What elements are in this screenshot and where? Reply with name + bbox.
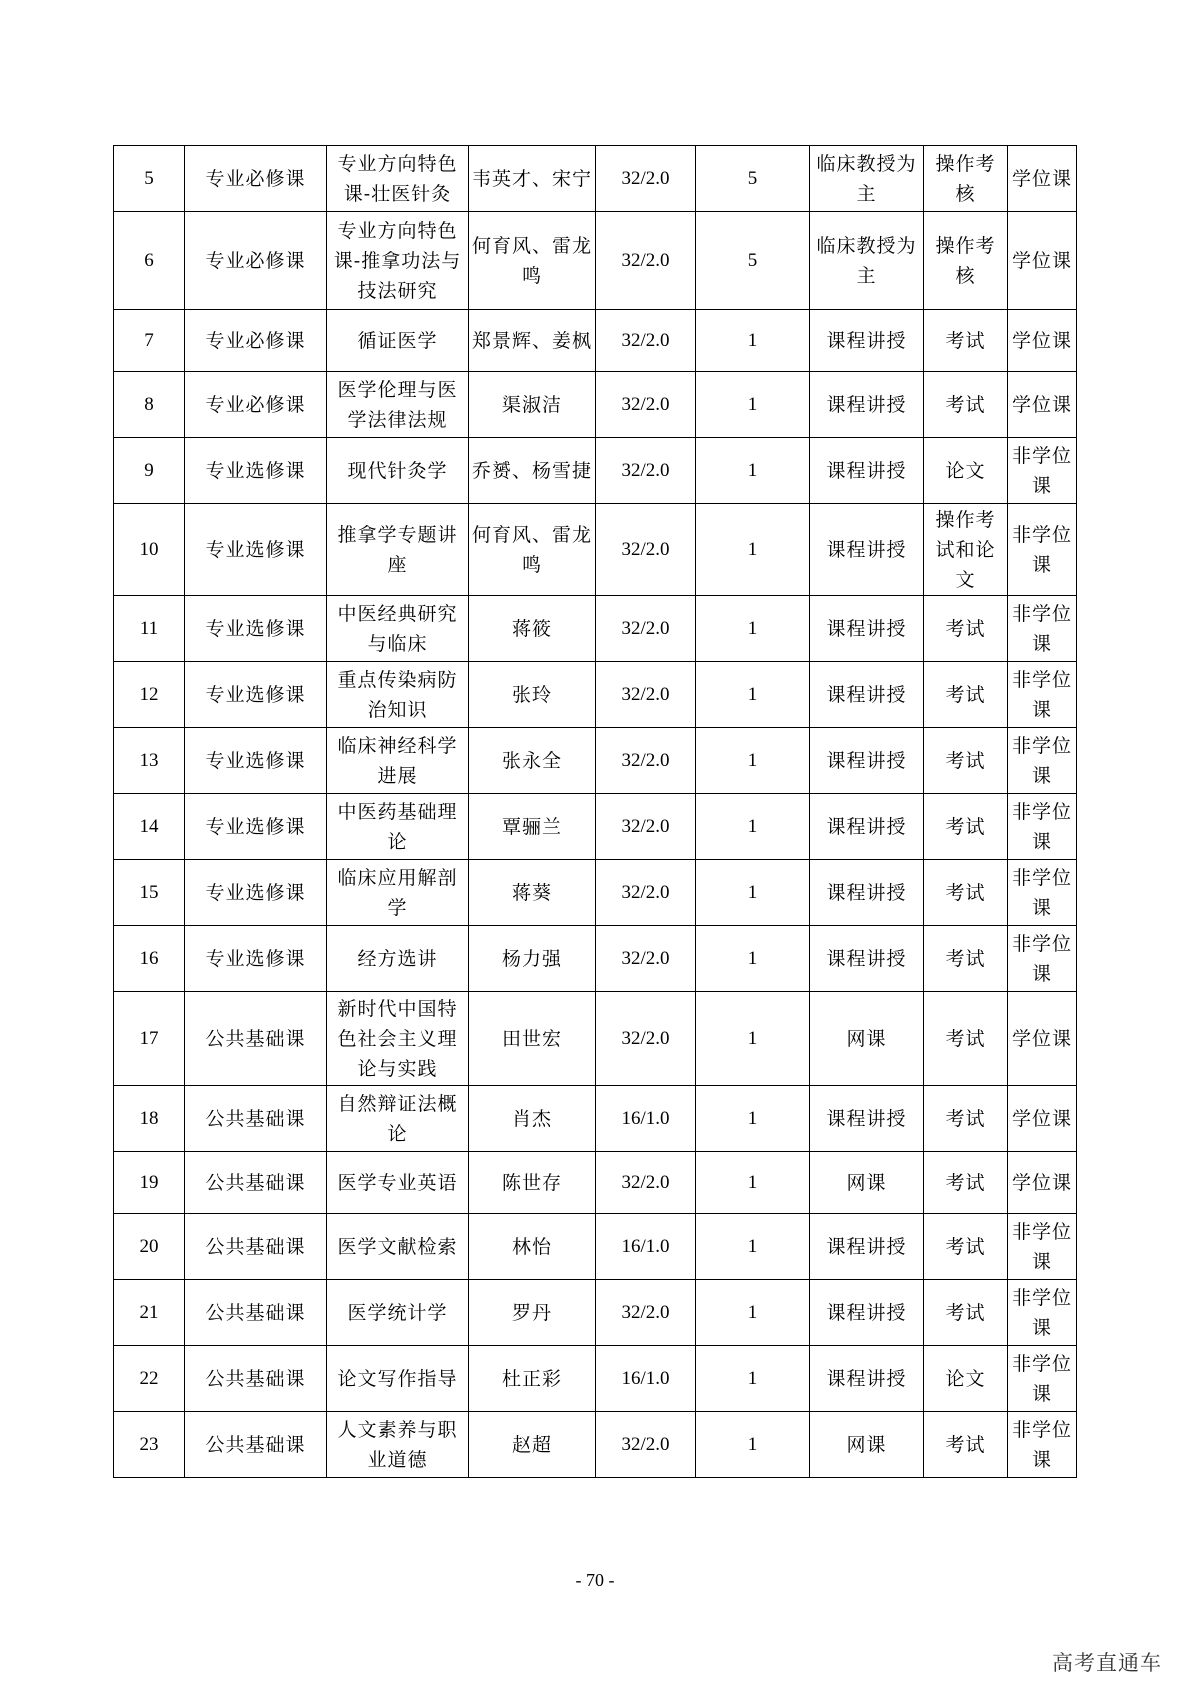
cell-course-type: 学位课 xyxy=(1008,372,1077,438)
cell-semester: 1 xyxy=(696,596,810,662)
table-row xyxy=(114,662,1077,728)
cell-course-name: 中医经典研究与临床 xyxy=(327,596,469,662)
cell-semester: 1 xyxy=(696,1346,810,1412)
cell-number: 22 xyxy=(114,1346,185,1412)
cell-teachers: 覃骊兰 xyxy=(469,794,596,860)
cell-category: 专业选修课 xyxy=(185,504,327,596)
table-row xyxy=(114,1214,1077,1280)
cell-teachers: 赵超 xyxy=(469,1412,596,1478)
cell-course-type: 非学位课 xyxy=(1008,1346,1077,1412)
table-row xyxy=(114,212,1077,310)
cell-assessment: 考试 xyxy=(924,1214,1008,1280)
table-row xyxy=(114,1086,1077,1152)
cell-assessment: 操作考试和论文 xyxy=(924,504,1008,596)
cell-teachers: 杨力强 xyxy=(469,926,596,992)
cell-hours-credits: 32/2.0 xyxy=(596,1412,696,1478)
table-row xyxy=(114,728,1077,794)
cell-assessment: 考试 xyxy=(924,1152,1008,1214)
table-row xyxy=(114,310,1077,372)
cell-teachers: 何育风、雷龙鸣 xyxy=(469,212,596,310)
cell-semester: 1 xyxy=(696,860,810,926)
cell-course-type: 学位课 xyxy=(1008,310,1077,372)
cell-category: 专业选修课 xyxy=(185,438,327,504)
table-row xyxy=(114,372,1077,438)
cell-course-name: 现代针灸学 xyxy=(327,438,469,504)
cell-hours-credits: 32/2.0 xyxy=(596,992,696,1086)
cell-teachers: 张永全 xyxy=(469,728,596,794)
cell-teaching-method: 课程讲授 xyxy=(810,1214,924,1280)
cell-course-name: 临床神经科学进展 xyxy=(327,728,469,794)
cell-semester: 5 xyxy=(696,212,810,310)
cell-assessment: 考试 xyxy=(924,1412,1008,1478)
watermark: 高考直通车 xyxy=(1052,1651,1162,1675)
cell-number: 18 xyxy=(114,1086,185,1152)
cell-hours-credits: 32/2.0 xyxy=(596,596,696,662)
cell-hours-credits: 16/1.0 xyxy=(596,1086,696,1152)
cell-category: 专业选修课 xyxy=(185,926,327,992)
cell-hours-credits: 32/2.0 xyxy=(596,1152,696,1214)
cell-course-type: 非学位课 xyxy=(1008,728,1077,794)
table-row xyxy=(114,992,1077,1086)
cell-course-name: 医学专业英语 xyxy=(327,1152,469,1214)
cell-course-type: 非学位课 xyxy=(1008,1280,1077,1346)
cell-course-type: 非学位课 xyxy=(1008,1412,1077,1478)
cell-assessment: 论文 xyxy=(924,1346,1008,1412)
cell-teachers: 杜正彩 xyxy=(469,1346,596,1412)
cell-category: 公共基础课 xyxy=(185,1412,327,1478)
cell-course-name: 医学伦理与医学法律法规 xyxy=(327,372,469,438)
cell-semester: 1 xyxy=(696,438,810,504)
cell-semester: 1 xyxy=(696,504,810,596)
cell-number: 21 xyxy=(114,1280,185,1346)
cell-course-type: 非学位课 xyxy=(1008,504,1077,596)
cell-assessment: 论文 xyxy=(924,438,1008,504)
cell-number: 7 xyxy=(114,310,185,372)
cell-assessment: 考试 xyxy=(924,728,1008,794)
cell-semester: 1 xyxy=(696,372,810,438)
cell-teaching-method: 课程讲授 xyxy=(810,504,924,596)
cell-number: 16 xyxy=(114,926,185,992)
cell-assessment: 考试 xyxy=(924,992,1008,1086)
cell-course-name: 循证医学 xyxy=(327,310,469,372)
cell-teaching-method: 课程讲授 xyxy=(810,310,924,372)
cell-teaching-method: 课程讲授 xyxy=(810,1346,924,1412)
cell-category: 专业必修课 xyxy=(185,146,327,212)
table-row xyxy=(114,438,1077,504)
cell-teachers: 蒋筱 xyxy=(469,596,596,662)
cell-teachers: 林怡 xyxy=(469,1214,596,1280)
cell-course-type: 学位课 xyxy=(1008,992,1077,1086)
cell-category: 专业必修课 xyxy=(185,310,327,372)
cell-teachers: 田世宏 xyxy=(469,992,596,1086)
cell-hours-credits: 32/2.0 xyxy=(596,310,696,372)
cell-category: 公共基础课 xyxy=(185,1214,327,1280)
cell-teaching-method: 网课 xyxy=(810,1152,924,1214)
table-row xyxy=(114,1152,1077,1214)
cell-semester: 1 xyxy=(696,926,810,992)
cell-category: 专业选修课 xyxy=(185,860,327,926)
cell-course-name: 新时代中国特色社会主义理论与实践 xyxy=(327,992,469,1086)
cell-hours-credits: 32/2.0 xyxy=(596,146,696,212)
cell-number: 19 xyxy=(114,1152,185,1214)
cell-teachers: 渠淑洁 xyxy=(469,372,596,438)
cell-assessment: 考试 xyxy=(924,860,1008,926)
cell-course-name: 临床应用解剖学 xyxy=(327,860,469,926)
cell-assessment: 考试 xyxy=(924,372,1008,438)
cell-course-name: 人文素养与职业道德 xyxy=(327,1412,469,1478)
cell-number: 5 xyxy=(114,146,185,212)
cell-teaching-method: 课程讲授 xyxy=(810,1086,924,1152)
cell-course-type: 非学位课 xyxy=(1008,662,1077,728)
cell-teachers: 罗丹 xyxy=(469,1280,596,1346)
table-row xyxy=(114,504,1077,596)
cell-hours-credits: 32/2.0 xyxy=(596,794,696,860)
cell-semester: 1 xyxy=(696,728,810,794)
cell-course-type: 学位课 xyxy=(1008,146,1077,212)
cell-number: 14 xyxy=(114,794,185,860)
cell-teaching-method: 课程讲授 xyxy=(810,438,924,504)
cell-course-type: 学位课 xyxy=(1008,1086,1077,1152)
cell-assessment: 考试 xyxy=(924,1280,1008,1346)
cell-course-name: 重点传染病防治知识 xyxy=(327,662,469,728)
cell-category: 专业选修课 xyxy=(185,728,327,794)
cell-number: 23 xyxy=(114,1412,185,1478)
cell-category: 专业必修课 xyxy=(185,372,327,438)
cell-teaching-method: 临床教授为主 xyxy=(810,146,924,212)
cell-course-type: 非学位课 xyxy=(1008,438,1077,504)
cell-course-name: 专业方向特色课-壮医针灸 xyxy=(327,146,469,212)
cell-teaching-method: 课程讲授 xyxy=(810,372,924,438)
cell-category: 专业必修课 xyxy=(185,212,327,310)
cell-hours-credits: 32/2.0 xyxy=(596,926,696,992)
table-row xyxy=(114,926,1077,992)
cell-hours-credits: 16/1.0 xyxy=(596,1214,696,1280)
table-row xyxy=(114,1346,1077,1412)
cell-hours-credits: 32/2.0 xyxy=(596,662,696,728)
cell-course-name: 自然辩证法概论 xyxy=(327,1086,469,1152)
cell-category: 专业选修课 xyxy=(185,596,327,662)
cell-course-type: 学位课 xyxy=(1008,1152,1077,1214)
cell-number: 8 xyxy=(114,372,185,438)
cell-teachers: 乔赟、杨雪捷 xyxy=(469,438,596,504)
cell-semester: 1 xyxy=(696,310,810,372)
cell-assessment: 考试 xyxy=(924,596,1008,662)
cell-semester: 5 xyxy=(696,146,810,212)
cell-number: 15 xyxy=(114,860,185,926)
cell-course-name: 推拿学专题讲座 xyxy=(327,504,469,596)
cell-category: 公共基础课 xyxy=(185,1152,327,1214)
cell-hours-credits: 32/2.0 xyxy=(596,1280,696,1346)
page-number: - 70 - xyxy=(575,1570,615,1590)
cell-teaching-method: 网课 xyxy=(810,1412,924,1478)
table-row xyxy=(114,596,1077,662)
table-row xyxy=(114,1280,1077,1346)
cell-teachers: 肖杰 xyxy=(469,1086,596,1152)
cell-hours-credits: 16/1.0 xyxy=(596,1346,696,1412)
cell-assessment: 考试 xyxy=(924,926,1008,992)
table-row xyxy=(114,794,1077,860)
cell-course-type: 非学位课 xyxy=(1008,596,1077,662)
cell-semester: 1 xyxy=(696,662,810,728)
cell-teaching-method: 课程讲授 xyxy=(810,1280,924,1346)
cell-course-name: 专业方向特色课-推拿功法与技法研究 xyxy=(327,212,469,310)
cell-teachers: 何育风、雷龙鸣 xyxy=(469,504,596,596)
cell-category: 专业选修课 xyxy=(185,662,327,728)
table-row xyxy=(114,146,1077,212)
cell-course-type: 非学位课 xyxy=(1008,1214,1077,1280)
cell-teachers: 张玲 xyxy=(469,662,596,728)
cell-category: 公共基础课 xyxy=(185,1280,327,1346)
cell-assessment: 考试 xyxy=(924,794,1008,860)
cell-teachers: 蒋葵 xyxy=(469,860,596,926)
table-row xyxy=(114,860,1077,926)
cell-teaching-method: 课程讲授 xyxy=(810,596,924,662)
cell-hours-credits: 32/2.0 xyxy=(596,372,696,438)
cell-teaching-method: 课程讲授 xyxy=(810,860,924,926)
course-table xyxy=(113,145,1077,1478)
cell-number: 6 xyxy=(114,212,185,310)
cell-hours-credits: 32/2.0 xyxy=(596,438,696,504)
cell-assessment: 操作考核 xyxy=(924,212,1008,310)
cell-course-type: 非学位课 xyxy=(1008,794,1077,860)
cell-course-type: 非学位课 xyxy=(1008,860,1077,926)
cell-hours-credits: 32/2.0 xyxy=(596,860,696,926)
cell-teachers: 郑景辉、姜枫 xyxy=(469,310,596,372)
cell-teachers: 韦英才、宋宁 xyxy=(469,146,596,212)
table-row xyxy=(114,1412,1077,1478)
cell-teaching-method: 课程讲授 xyxy=(810,662,924,728)
cell-number: 12 xyxy=(114,662,185,728)
cell-number: 11 xyxy=(114,596,185,662)
cell-teaching-method: 临床教授为主 xyxy=(810,212,924,310)
cell-course-type: 非学位课 xyxy=(1008,926,1077,992)
cell-semester: 1 xyxy=(696,1152,810,1214)
cell-number: 10 xyxy=(114,504,185,596)
cell-semester: 1 xyxy=(696,992,810,1086)
cell-course-name: 医学文献检索 xyxy=(327,1214,469,1280)
cell-teaching-method: 课程讲授 xyxy=(810,794,924,860)
cell-semester: 1 xyxy=(696,1412,810,1478)
cell-hours-credits: 32/2.0 xyxy=(596,728,696,794)
cell-assessment: 考试 xyxy=(924,310,1008,372)
cell-hours-credits: 32/2.0 xyxy=(596,212,696,310)
cell-teaching-method: 课程讲授 xyxy=(810,728,924,794)
cell-semester: 1 xyxy=(696,794,810,860)
cell-teaching-method: 课程讲授 xyxy=(810,926,924,992)
cell-course-name: 医学统计学 xyxy=(327,1280,469,1346)
cell-assessment: 操作考核 xyxy=(924,146,1008,212)
cell-semester: 1 xyxy=(696,1086,810,1152)
cell-course-name: 论文写作指导 xyxy=(327,1346,469,1412)
cell-category: 公共基础课 xyxy=(185,1346,327,1412)
cell-category: 专业选修课 xyxy=(185,794,327,860)
cell-number: 13 xyxy=(114,728,185,794)
cell-hours-credits: 32/2.0 xyxy=(596,504,696,596)
cell-course-name: 中医药基础理论 xyxy=(327,794,469,860)
cell-category: 公共基础课 xyxy=(185,1086,327,1152)
cell-assessment: 考试 xyxy=(924,1086,1008,1152)
cell-course-name: 经方选讲 xyxy=(327,926,469,992)
cell-course-type: 学位课 xyxy=(1008,212,1077,310)
cell-teachers: 陈世存 xyxy=(469,1152,596,1214)
cell-teaching-method: 网课 xyxy=(810,992,924,1086)
cell-semester: 1 xyxy=(696,1214,810,1280)
cell-number: 20 xyxy=(114,1214,185,1280)
cell-number: 9 xyxy=(114,438,185,504)
table-body xyxy=(114,146,1077,1478)
cell-number: 17 xyxy=(114,992,185,1086)
cell-assessment: 考试 xyxy=(924,662,1008,728)
cell-semester: 1 xyxy=(696,1280,810,1346)
cell-category: 公共基础课 xyxy=(185,992,327,1086)
